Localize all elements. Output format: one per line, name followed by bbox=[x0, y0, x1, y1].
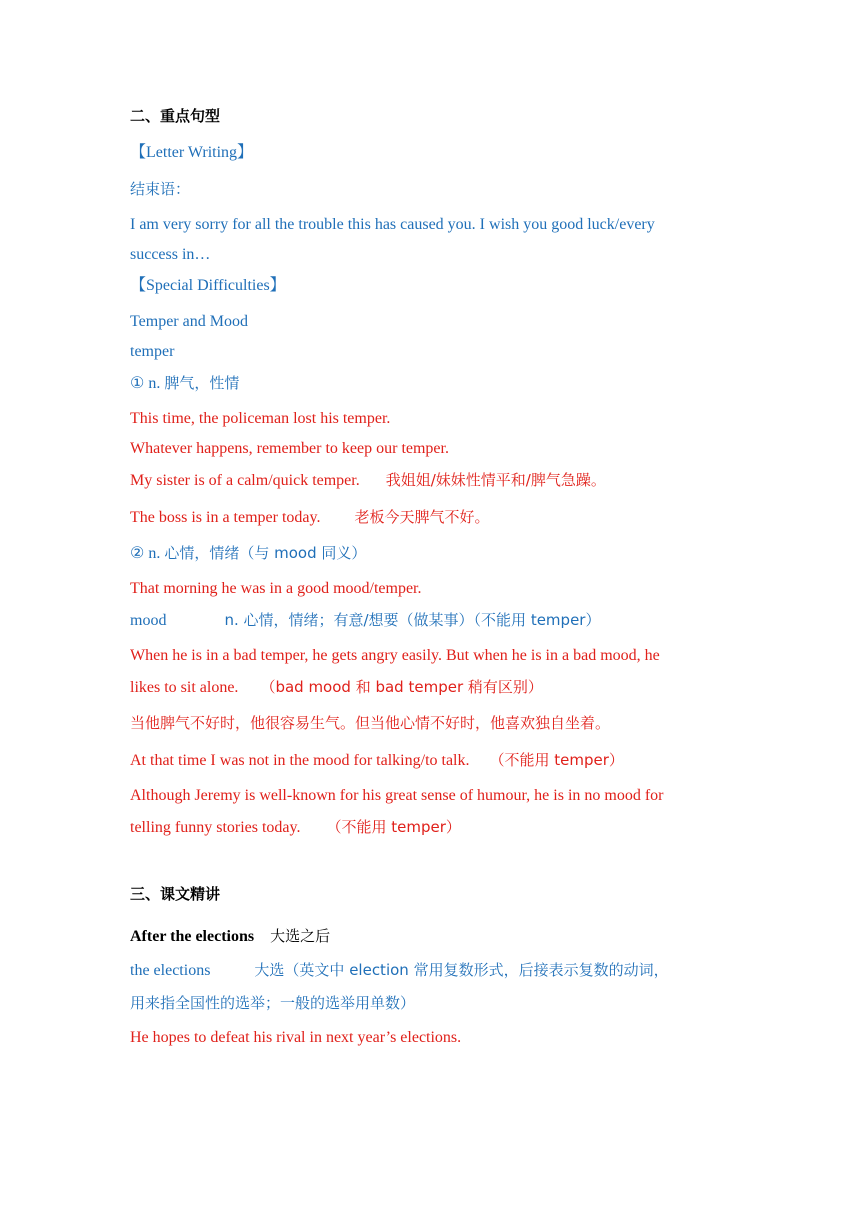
section-heading-text-explanation: 三、课文精讲 bbox=[130, 885, 221, 903]
example-2: Whatever happens, remember to keep our temper. bbox=[130, 440, 449, 457]
section-heading-key-sentences: 二、重点句型 bbox=[130, 107, 221, 125]
example-6-note: （bad mood 和 bad temper 稍有区别） bbox=[260, 678, 543, 696]
example-3 bbox=[130, 470, 606, 491]
example-5: That morning he was in a good mood/temper. bbox=[130, 580, 422, 597]
term-definition-line1: 大选（英文中 election 常用复数形式，后接表示复数的动词， bbox=[254, 961, 669, 979]
example-4 bbox=[130, 507, 490, 528]
term-word: the elections bbox=[130, 962, 211, 979]
lesson-title-chinese: 大选之后 bbox=[270, 927, 331, 945]
example-8-note: （不能用 temper） bbox=[326, 818, 461, 836]
sense-1-number: ① n. bbox=[130, 375, 161, 392]
closing-label: 结束语： bbox=[130, 180, 191, 198]
example-8-line2-english: telling funny stories today. bbox=[130, 819, 301, 836]
term-entry bbox=[130, 960, 669, 981]
example-6-line1: When he is in a bad temper, he gets angry easily. But when he is in a bad mood, he bbox=[130, 647, 660, 664]
letter-writing-tag: 【Letter Writing】 bbox=[130, 144, 254, 161]
lesson-title bbox=[130, 926, 330, 947]
example-4-english: The boss is in a temper today. bbox=[130, 509, 321, 526]
sense-1 bbox=[130, 373, 239, 394]
word-temper: temper bbox=[130, 343, 175, 360]
example-7-english: At that time I was not in the mood for talking/to talk. bbox=[130, 752, 470, 769]
example-7-note: （不能用 temper） bbox=[489, 751, 624, 769]
mood-entry bbox=[130, 610, 600, 631]
example-3-english: My sister is of a calm/quick temper. bbox=[130, 472, 360, 489]
topic-title: Temper and Mood bbox=[130, 313, 248, 330]
example-8-line2 bbox=[130, 817, 461, 838]
mood-word: mood bbox=[130, 612, 167, 629]
special-difficulties-tag: 【Special Difficulties】 bbox=[130, 277, 286, 294]
sense-2-meaning: 心情，情绪（与 mood 同义） bbox=[164, 544, 367, 562]
example-8-line1: Although Jeremy is well-known for his great sense of humour, he is in no mood for bbox=[130, 787, 664, 804]
sense-2-number: ② n. bbox=[130, 545, 161, 562]
example-1: This time, the policeman lost his temper. bbox=[130, 410, 391, 427]
sense-2 bbox=[130, 543, 366, 564]
example-7 bbox=[130, 750, 624, 771]
example-6-line2-english: likes to sit alone. bbox=[130, 679, 239, 696]
lesson-title-english: After the elections bbox=[130, 928, 255, 945]
example-3-chinese: 我姐姐/妹妹性情平和/脾气急躁。 bbox=[385, 471, 606, 489]
sense-1-meaning: 脾气，性情 bbox=[164, 374, 240, 392]
closing-sentence-line1: I am very sorry for all the trouble this has caused you. I wish you good luck/every bbox=[130, 216, 655, 233]
lesson-example: He hopes to defeat his rival in next year’s elections. bbox=[130, 1029, 462, 1046]
closing-sentence-line2: success in… bbox=[130, 246, 211, 263]
example-6-translation: 当他脾气不好时，他很容易生气。但当他心情不好时，他喜欢独自坐着。 bbox=[130, 714, 611, 732]
example-6-line2 bbox=[130, 677, 543, 698]
mood-definition: n. 心情，情绪；有意/想要（做某事）（不能用 temper） bbox=[224, 611, 601, 629]
term-definition-line2: 用来指全国性的选举；一般的选举用单数） bbox=[130, 994, 416, 1012]
example-4-chinese: 老板今天脾气不好。 bbox=[354, 508, 490, 526]
